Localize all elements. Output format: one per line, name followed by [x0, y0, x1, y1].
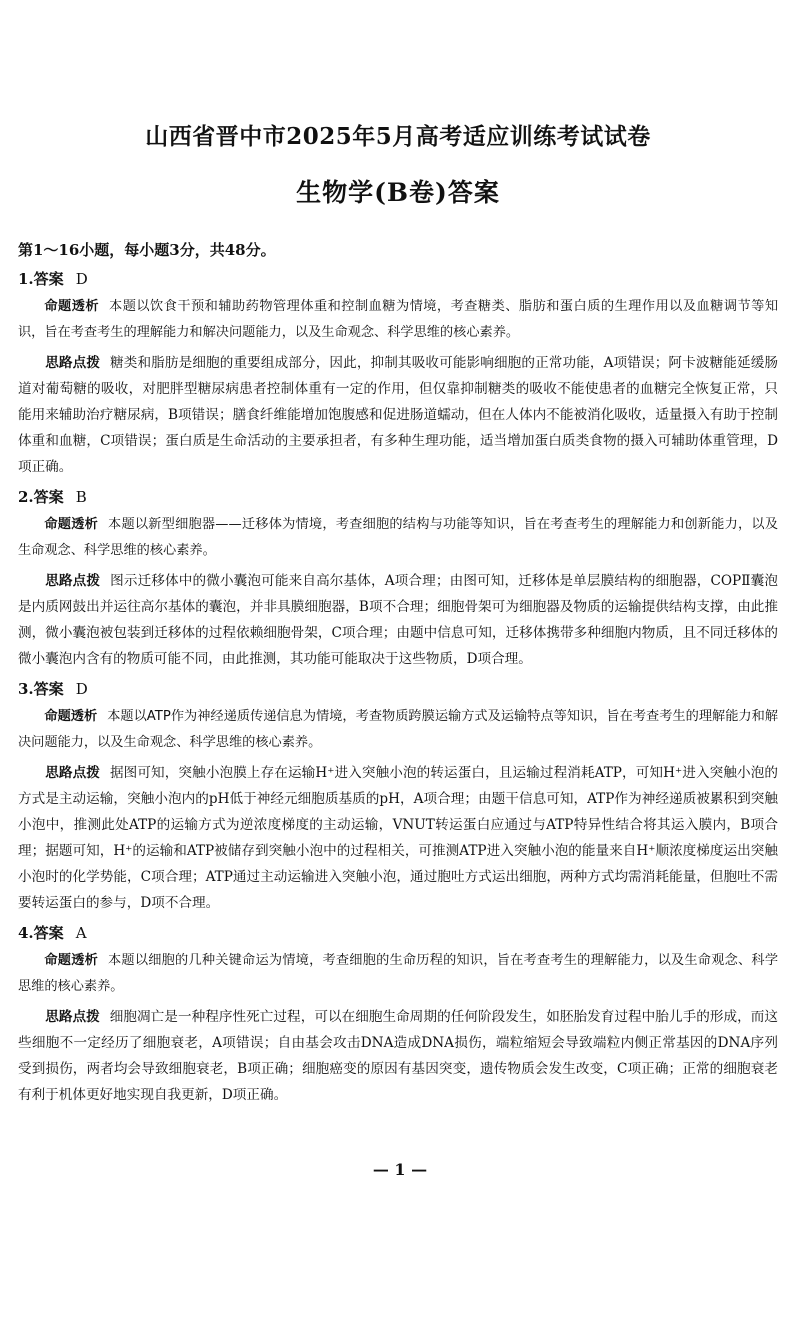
question-1 — [18, 268, 778, 480]
solution-text: 糖类和脂肪是细胞的重要组成部分，因此，抑制其吸收可能影响细胞的正常功能，A项错误；阿卡波糖能延缓肠道对葡萄糖的吸收，对肥胖型糖尿病患者控制体重有一定的作用，但仅靠抑制糖类的吸收不能使患者的血糖完全恢复正常，只能用来辅助治疗糖尿病，B项错误；膳食纤维能增加饱腹感和促进肠道蠕动，但在人体内不能被消化吸收，适量摄入有助于控制体重和血糖，C项错误；蛋白质是生命活动的主要承担者，有多种生理功能，适当增加蛋白质类食物的摄入可辅助体重管理，D项正确。 — [18, 355, 778, 475]
answer-label: 答案 — [33, 924, 64, 942]
question-header — [18, 678, 778, 699]
proposition-analysis — [18, 704, 778, 756]
solution-label: 思路点拨 — [45, 1009, 100, 1025]
solution-label: 思路点拨 — [45, 765, 100, 781]
proposition-analysis — [18, 512, 778, 564]
proposition-text: 本题以ATP作为神经递质传递信息为情境，考查物质跨膜运输方式及运输特点等知识，旨在考查考生的理解能力和解决问题能力，以及生命观念、科学思维的核心素养。 — [18, 709, 779, 750]
question-number: 3. — [18, 680, 34, 698]
question-number: 2. — [18, 488, 34, 506]
question-3 — [18, 678, 778, 916]
solution-text: 图示迁移体中的微小囊泡可能来自高尔基体，A项合理；由图可知，迁移体是单层膜结构的细胞器，COPⅡ囊泡是内质网鼓出并运往高尔基体的囊泡，并非具膜细胞器，B项不合理；细胞骨架可为细胞器及物质的运输提供结构支撑，由此推测，微小囊泡被包装到迁移体的过程依赖细胞骨架，C项合理；由题中信息可知，迁移体携带多种细胞内物质，且不同迁移体的微小囊泡内含有的物质可能不同，由此推测，其功能可能取决于这些物质，D项合理。 — [18, 573, 778, 667]
proposition-label: 命题透析 — [44, 517, 99, 532]
question-header — [18, 922, 778, 943]
proposition-analysis — [18, 294, 778, 346]
question-number: 1. — [18, 270, 34, 288]
answer-label: 答案 — [33, 488, 64, 506]
question-2 — [18, 486, 778, 672]
proposition-label: 命题透析 — [44, 709, 98, 724]
answer-letter: B — [75, 488, 87, 506]
answer-letter: D — [75, 680, 88, 698]
answer-label: 答案 — [33, 270, 64, 288]
solution-label: 思路点拨 — [45, 355, 101, 371]
proposition-label: 命题透析 — [44, 299, 100, 314]
solution-hint — [18, 568, 778, 672]
solution-text: 据图可知，突触小泡膜上存在运输H⁺进入突触小泡的转运蛋白，且运输过程消耗ATP，可知H⁺进入突触小泡的方式是主动运输，突触小泡内的pH低于神经元细胞质基质的pH，A项合理；由题干信息可知，ATP作为神经递质被累积到突触小泡中，推测此处ATP的运输方式为逆浓度梯度的主动运输，VNUT转运蛋白应通过与ATP特异性结合将其运入膜内，B项合理；据题可知，H⁺的运输和ATP被储存到突触小泡中的过程相关，可推测ATP进入突触小泡的能量来自H⁺顺浓度梯度运出突触小泡时的化学势能，C项合理；ATP通过主动运输进入突触小泡，通过胞吐方式运出细胞，两种方式均需消耗能量，但胞吐不需要转运蛋白的参与，D项不合理。 — [18, 765, 779, 911]
proposition-label: 命题透析 — [44, 953, 99, 968]
answer-label: 答案 — [33, 680, 64, 698]
question-header — [18, 486, 778, 507]
proposition-text: 本题以新型细胞器——迁移体为情境，考查细胞的结构与功能等知识，旨在考查考生的理解能力和创新能力，以及生命观念、科学思维的核心素养。 — [18, 517, 779, 558]
solution-hint — [18, 350, 778, 480]
page-number: — 1 — — [372, 1160, 428, 1179]
proposition-analysis — [18, 948, 778, 1000]
page-subtitle: 生物学(B卷)答案 — [296, 178, 500, 207]
section-intro: 第1～16小题，每小题3分，共48分。 — [18, 241, 276, 259]
solution-hint — [18, 1004, 778, 1108]
question-number: 4. — [18, 924, 34, 942]
solution-text: 细胞凋亡是一种程序性死亡过程，可以在细胞生命周期的任何阶段发生，如胚胎发育过程中胎儿手的形成，而这些细胞不一定经历了细胞衰老，A项错误；自由基会攻击DNA造成DNA损伤，端粒缩短会导致端粒内侧正常基因的DNA序列受到损伤，两者均会导致细胞衰老，B项正确；细胞癌变的原因有基因突变，遗传物质会发生改变，C项正确；正常的细胞衰老有利于机体更好地实现自我更新，D项正确。 — [18, 1009, 779, 1103]
question-header — [18, 268, 778, 289]
solution-label: 思路点拨 — [45, 573, 101, 589]
answer-letter: D — [75, 270, 88, 288]
proposition-text: 本题以细胞的几种关键命运为情境，考查细胞的生命历程的知识，旨在考查考生的理解能力，以及生命观念、科学思维的核心素养。 — [18, 953, 779, 994]
solution-hint — [18, 760, 778, 916]
proposition-text: 本题以饮食干预和辅助药物管理体重和控制血糖为情境，考查糖类、脂肪和蛋白质的生理作用以及血糖调节等知识，旨在考查考生的理解能力和解决问题能力，以及生命观念、科学思维的核心素养。 — [18, 299, 779, 340]
answer-letter: A — [75, 924, 87, 942]
page-title: 山西省晋中市2025年5月高考适应训练考试试卷 — [145, 123, 651, 150]
question-4 — [18, 922, 778, 1108]
